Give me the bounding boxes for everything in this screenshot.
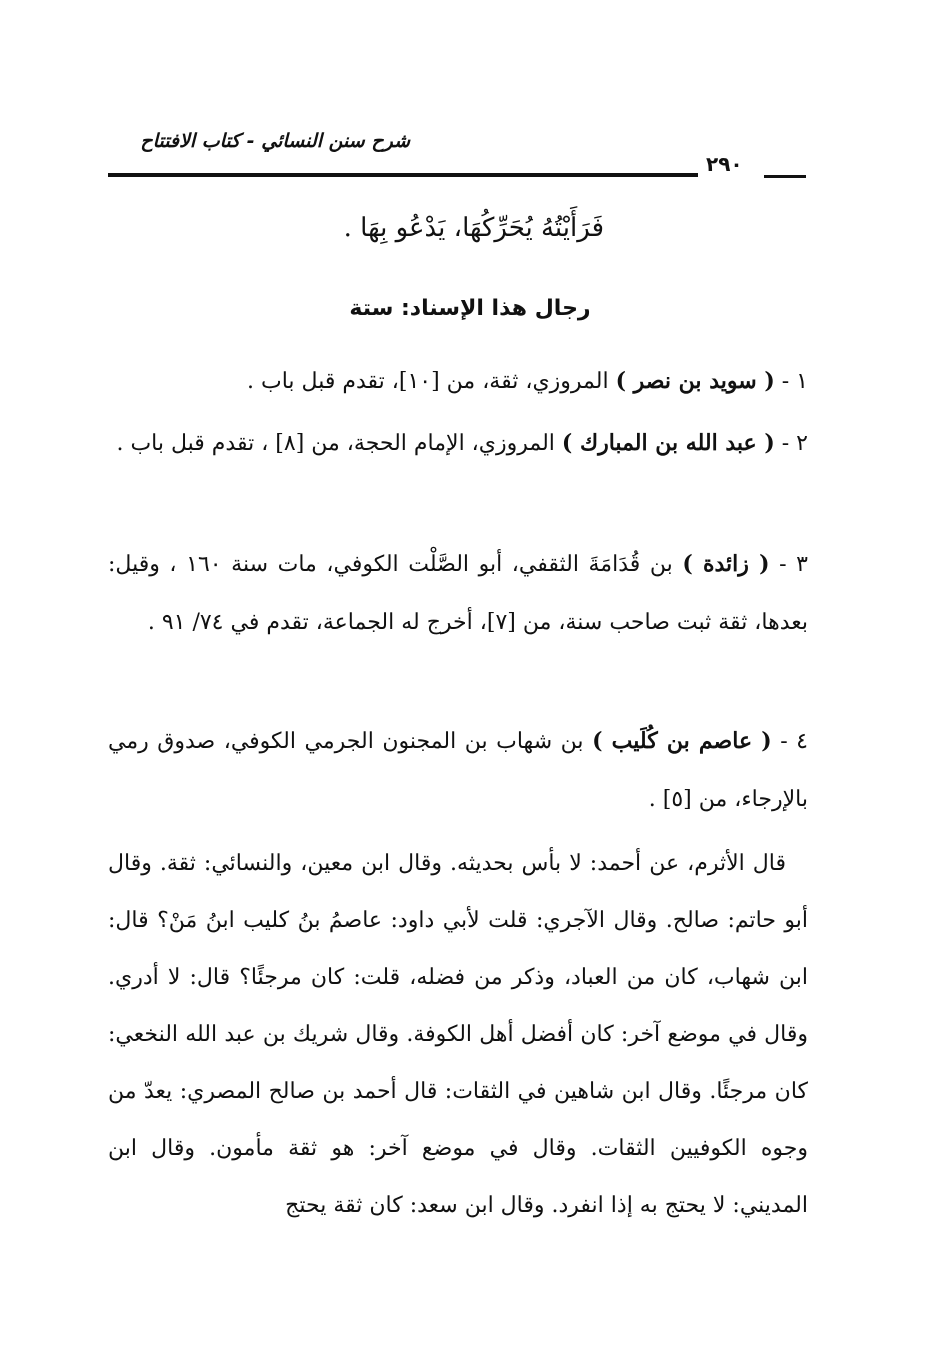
hadith-fragment: فَرَأَيْتُهُ يُحَرِّكُهَا، يَدْعُو بِهَا . [343, 213, 604, 243]
running-title: شرح سنن النسائي - كتاب الافتتاح [140, 130, 410, 152]
narrator-name: ( عبد الله بن المبارك ) [561, 430, 775, 456]
narrator-entry-3 [108, 535, 808, 652]
section-heading: رجال هذا الإسناد: ستة [349, 296, 591, 321]
narrator-number: ٣ - [779, 552, 808, 577]
narrator-entry-4 [108, 712, 808, 829]
narrator-description: بن شهاب بن المجنون الجرمي الكوفي، صدوق رمي بالإرجاء، من [٥] . [108, 729, 808, 812]
page-number-dash [764, 175, 806, 178]
narrator-name: ( زائدة ) [682, 551, 770, 577]
header-rule [108, 173, 698, 177]
commentary-text: قال الأثرم، عن أحمد: لا بأس بحديثه. وقال ابن معين، والنسائي: ثقة. وقال أبو حاتم: صالح. وقال الآجري: قلت لأبي داود: عاصمُ بنُ كليب ابنُ مَنْ؟ قال: ابن شهاب، كان من العباد، وذكر من فضله، قلت: كان مرجئًا؟ قال: لا أدري. وقال في موضع آخر: كان أفضل أهل الكوفة. وقال شريك بن عبد الله النخعي: كان مرجئًا. وقال ابن شاهين في الثقات: قال أحمد بن صالح المصري: يعدّ من وجوه الكوفيين الثقات. وقال في موضع آخر: هو ثقة مأمون. وقال ابن المديني: لا يحتج به إذا انفرد. وقال ابن سعد: كان ثقة يحتج [108, 851, 808, 1218]
narrator-description: بن قُدَامَةَ الثقفي، أبو الصَّلْت الكوفي، مات سنة ١٦٠ ، وقيل: بعدها، ثقة ثبت صاحب سنة، من [٧]، أخرج له الجماعة، تقدم في ٧٤/ ٩١ . [108, 552, 808, 635]
narrator-description: المروزي، ثقة، من [١٠]، تقدم قبل باب . [247, 369, 616, 394]
narrator-name: ( سويد بن نصر ) [615, 368, 775, 394]
narrator-name: ( عاصم بن كُلَيب ) [592, 728, 772, 754]
narrator-entry-2 [108, 414, 808, 473]
narrator-entry-1 [108, 352, 808, 411]
commentary-paragraph [108, 835, 808, 1234]
narrator-description: المروزي، الإمام الحجة، من [٨] ، تقدم قبل باب . [116, 431, 562, 456]
narrator-number: ١ - [781, 369, 808, 394]
narrator-number: ٤ - [780, 729, 808, 754]
page-number: ٢٩٠ [706, 152, 743, 176]
narrator-number: ٢ - [781, 431, 808, 456]
